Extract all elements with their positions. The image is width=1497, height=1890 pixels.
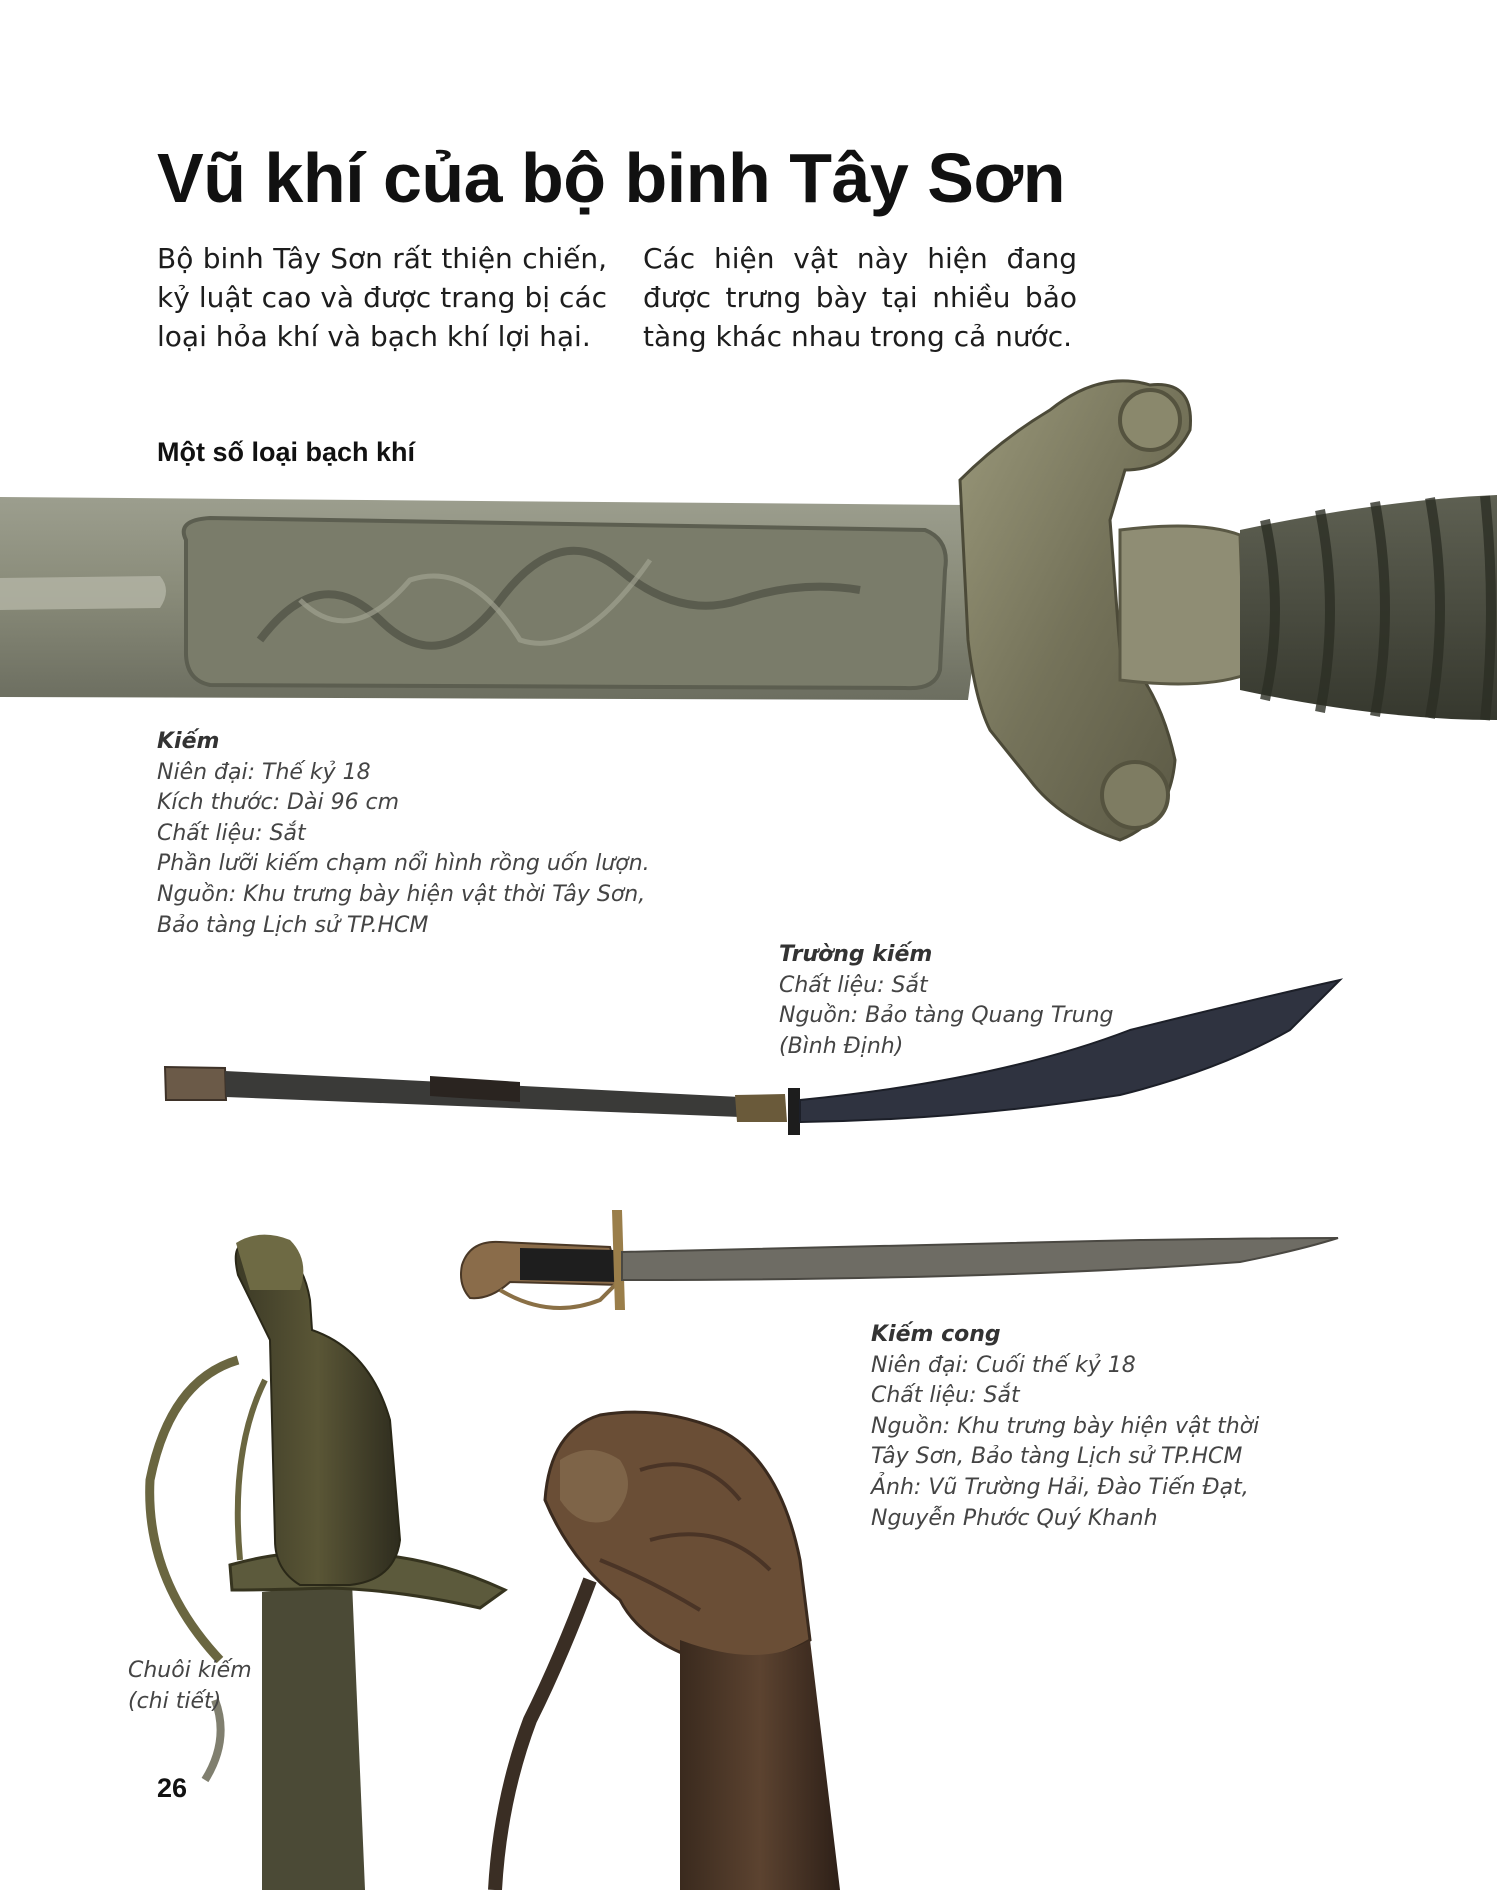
kiem-caption xyxy=(157,727,650,941)
chuoi-kiem-knuckle-bow xyxy=(150,1360,238,1660)
kiem-cong-caption-line: Nguyễn Phước Quý Khanh xyxy=(871,1505,1158,1531)
chuoi-kiem-blade xyxy=(262,1582,365,1890)
truong-kiem-caption-line: Nguồn: Bảo tàng Quang Trung xyxy=(779,1003,1114,1029)
chuoi-kiem-caption xyxy=(128,1656,252,1717)
kiem-fuller xyxy=(0,576,166,610)
kiem-caption-line: Bảo tàng Lịch sử TP.HCM xyxy=(157,912,429,938)
truong-kiem-caption xyxy=(779,940,1113,1062)
truong-kiem-caption-line: (Bình Định) xyxy=(779,1033,904,1059)
kiem-caption-line: Kích thước: Dài 96 cm xyxy=(157,790,400,816)
chuoi-kiem-grip xyxy=(236,1244,400,1585)
kiem-caption-line: Chất liệu: Sắt xyxy=(157,820,306,846)
intro-left: Bộ binh Tây Sơn rất thiện chiến, kỷ luật cao và được trang bị các loại hỏa khí và bạch khí lợi hại. xyxy=(157,242,607,353)
kiem-cong-caption-title: Kiếm cong xyxy=(871,1322,1001,1347)
kiem-collar xyxy=(1120,526,1245,684)
chuoi-kiem-caption-line: Chuôi kiếm xyxy=(128,1658,252,1683)
chuoi-kiem-caption-line: (chi tiết) xyxy=(128,1688,222,1714)
kiem-caption-line: Phần lưỡi kiếm chạm nổi hình rồng uốn lượn. xyxy=(157,851,650,877)
truong-kiem-caption-line: Chất liệu: Sắt xyxy=(779,972,928,998)
chuoi-kiem-brown-image xyxy=(495,1412,840,1890)
truong-kiem-image xyxy=(165,980,1340,1135)
kiem-caption-line: Nguồn: Khu trưng bày hiện vật thời Tây Sơn, xyxy=(157,881,646,907)
kiem-cong-blade xyxy=(622,1238,1338,1280)
chuoi-kiem-handle xyxy=(680,1640,840,1890)
page-number: 26 xyxy=(157,1773,188,1803)
kiem-caption-line: Niên đại: Thế kỷ 18 xyxy=(157,759,371,785)
intro-right: Các hiện vật này hiện đang được trưng bày tại nhiều bảo tàng khác nhau trong cả nước. xyxy=(643,242,1077,353)
kiem-cong-caption-line: Ảnh: Vũ Trường Hải, Đào Tiến Đạt, xyxy=(871,1474,1249,1500)
page-title: Vũ khí của bộ binh Tây Sơn xyxy=(157,139,1065,217)
chuoi-kiem-olive-image xyxy=(150,1235,505,1890)
section-heading: Một số loại bạch khí xyxy=(157,437,416,467)
kiem-cong-caption-line: Chất liệu: Sắt xyxy=(871,1383,1020,1409)
kiem-caption-title: Kiếm xyxy=(157,729,220,754)
kiem-cong-image xyxy=(461,1210,1338,1310)
chuoi-kiem-pommel xyxy=(545,1412,810,1662)
truong-kiem-guard xyxy=(788,1088,800,1135)
kiem-cong-caption-line: Niên đại: Cuối thế kỷ 18 xyxy=(871,1352,1136,1378)
kiem-cong-caption-line: Tây Sơn, Bảo tàng Lịch sử TP.HCM xyxy=(871,1444,1243,1470)
truong-kiem-caption-title: Trường kiếm xyxy=(779,942,933,967)
kiem-cong-caption-line: Nguồn: Khu trưng bày hiện vật thời xyxy=(871,1413,1260,1439)
chuoi-kiem-bow xyxy=(495,1580,590,1890)
kiem-cong-caption xyxy=(871,1320,1259,1534)
